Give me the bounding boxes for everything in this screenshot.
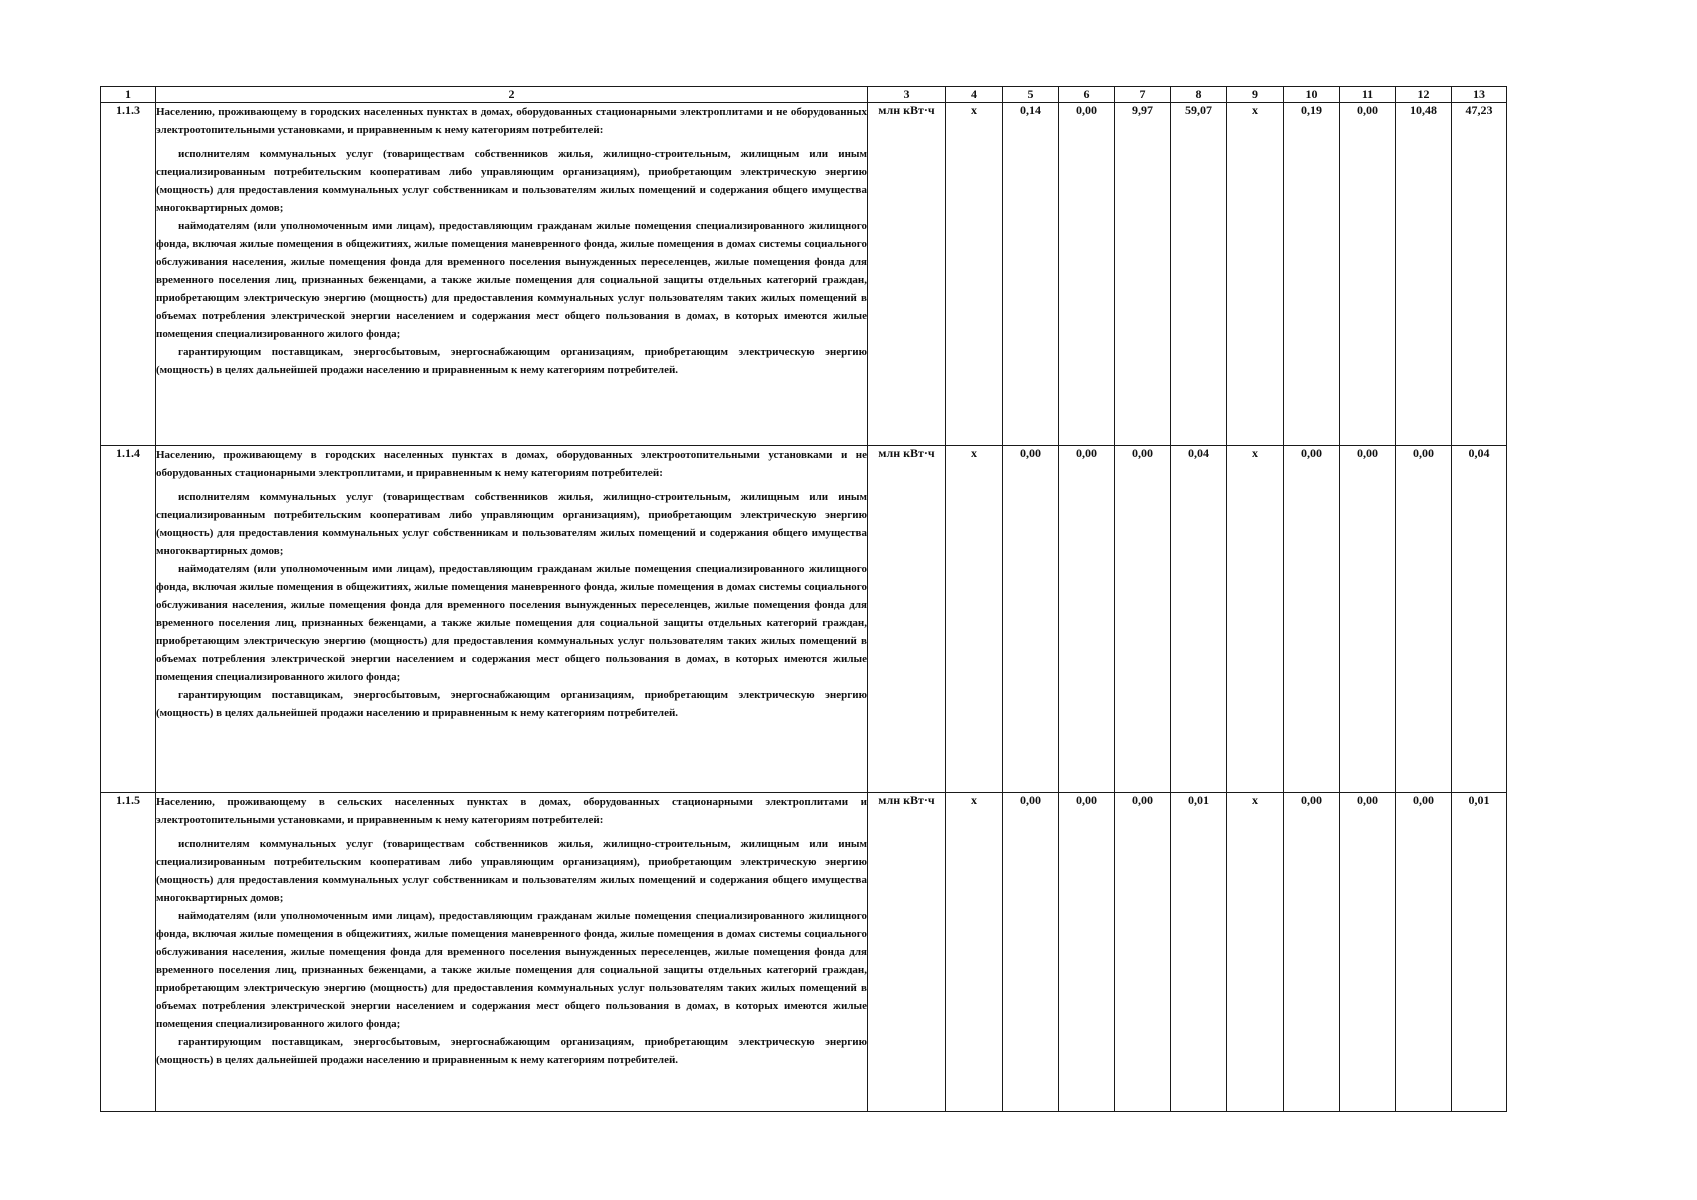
value-cell: 9,97	[1115, 103, 1171, 446]
value-cell: 0,00	[1284, 446, 1340, 793]
column-header: 12	[1396, 87, 1452, 103]
row-number: 1.1.3	[101, 103, 156, 446]
row-description	[156, 446, 868, 793]
table-row	[101, 793, 1507, 1112]
description-paragraph: гарантирующим поставщикам, энергосбытовым, энергоснабжающим организациям, приобретающим электрическую энергию (мощность) в целях дальнейшей продажи населению и приравненным к нему категориям потребителей.	[156, 346, 867, 376]
description-paragraph: гарантирующим поставщикам, энергосбытовым, энергоснабжающим организациям, приобретающим электрическую энергию (мощность) в целях дальнейшей продажи населению и приравненным к нему категориям потребителей.	[156, 1036, 867, 1066]
column-header: 11	[1340, 87, 1396, 103]
column-header: 3	[868, 87, 946, 103]
value-cell: х	[1227, 446, 1284, 793]
description-paragraph: исполнителям коммунальных услуг (товариществам собственников жилья, жилищно-строительным, жилищным или иным специализированным потребительским кооперативам либо управляющим организациям), приобретающим электрическую энергию (мощность) для предоставления коммунальных услуг собственникам и пользователям жилых помещений и содержания общего имущества многоквартирных домов;	[156, 491, 867, 557]
description-intro: Населению, проживающему в городских населенных пунктах в домах, оборудованных электроотопительными установками и не оборудованных стационарными электроплитами, и приравненным к нему категориям потребителей:	[156, 449, 867, 479]
value-cell: 47,23	[1452, 103, 1507, 446]
table-row	[101, 446, 1507, 793]
column-header: 7	[1115, 87, 1171, 103]
column-header: 13	[1452, 87, 1507, 103]
document-sheet	[100, 86, 1507, 1112]
column-header: 5	[1003, 87, 1059, 103]
unit-cell: млн кВт·ч	[868, 793, 946, 1112]
value-cell: 0,00	[1284, 793, 1340, 1112]
description-paragraph: наймодателям (или уполномоченным ими лицам), предоставляющим гражданам жилые помещения специализированного жилищного фонда, включая жилые помещения в общежитиях, жилые помещения маневренного фонда, жилые помещения в домах системы социального обслуживания населения, жилые помещения фонда для временного поселения вынужденных переселенцев, жилые помещения фонда для временного поселения лиц, признанных беженцами, а также жилые помещения для социальной защиты отдельных категорий граждан, приобретающим электрическую энергию (мощность) для предоставления коммунальных услуг пользователям таких жилых помещений в объемах потребления электрической энергии населением и содержания мест общего пользования в домах, в которых имеются жилые помещения специализированного жилого фонда;	[156, 563, 867, 683]
description-intro: Населению, проживающему в сельских населенных пунктах в домах, оборудованных стационарными электроплитами и электроотопительными установками, и приравненным к нему категориям потребителей:	[156, 796, 867, 826]
column-header: 1	[101, 87, 156, 103]
value-cell: 0,01	[1171, 793, 1227, 1112]
value-cell: 0,01	[1452, 793, 1507, 1112]
tariff-table	[100, 86, 1507, 1112]
row-number: 1.1.5	[101, 793, 156, 1112]
value-cell: х	[946, 446, 1003, 793]
unit-cell: млн кВт·ч	[868, 103, 946, 446]
value-cell: 0,00	[1059, 103, 1115, 446]
value-cell: 0,00	[1396, 446, 1452, 793]
value-cell: 10,48	[1396, 103, 1452, 446]
value-cell: 0,00	[1115, 446, 1171, 793]
row-description	[156, 793, 868, 1112]
description-paragraph: гарантирующим поставщикам, энергосбытовым, энергоснабжающим организациям, приобретающим электрическую энергию (мощность) в целях дальнейшей продажи населению и приравненным к нему категориям потребителей.	[156, 689, 867, 719]
value-cell: 0,00	[1340, 793, 1396, 1112]
value-cell: 59,07	[1171, 103, 1227, 446]
table-row	[101, 103, 1507, 446]
value-cell: 0,00	[1340, 446, 1396, 793]
description-paragraph: наймодателям (или уполномоченным ими лицам), предоставляющим гражданам жилые помещения специализированного жилищного фонда, включая жилые помещения в общежитиях, жилые помещения маневренного фонда, жилые помещения в домах системы социального обслуживания населения, жилые помещения фонда для временного поселения вынужденных переселенцев, жилые помещения фонда для временного поселения лиц, признанных беженцами, а также жилые помещения для социальной защиты отдельных категорий граждан, приобретающим электрическую энергию (мощность) для предоставления коммунальных услуг пользователям таких жилых помещений в объемах потребления электрической энергии населением и содержания мест общего пользования в домах, в которых имеются жилые помещения специализированного жилого фонда;	[156, 220, 867, 340]
value-cell: 0,04	[1452, 446, 1507, 793]
value-cell: 0,00	[1059, 793, 1115, 1112]
value-cell: 0,00	[1003, 446, 1059, 793]
value-cell: 0,00	[1340, 103, 1396, 446]
column-header: 2	[156, 87, 868, 103]
value-cell: х	[1227, 793, 1284, 1112]
value-cell: 0,00	[1059, 446, 1115, 793]
value-cell: х	[946, 793, 1003, 1112]
column-header: 4	[946, 87, 1003, 103]
value-cell: х	[946, 103, 1003, 446]
value-cell: 0,19	[1284, 103, 1340, 446]
row-number: 1.1.4	[101, 446, 156, 793]
column-header: 6	[1059, 87, 1115, 103]
unit-cell: млн кВт·ч	[868, 446, 946, 793]
column-header: 10	[1284, 87, 1340, 103]
description-paragraph: наймодателям (или уполномоченным ими лицам), предоставляющим гражданам жилые помещения специализированного жилищного фонда, включая жилые помещения в общежитиях, жилые помещения маневренного фонда, жилые помещения в домах системы социального обслуживания населения, жилые помещения фонда для временного поселения вынужденных переселенцев, жилые помещения фонда для временного поселения лиц, признанных беженцами, а также жилые помещения для социальной защиты отдельных категорий граждан, приобретающим электрическую энергию (мощность) для предоставления коммунальных услуг пользователям таких жилых помещений в объемах потребления электрической энергии населением и содержания мест общего пользования в домах, в которых имеются жилые помещения специализированного жилого фонда;	[156, 910, 867, 1030]
description-paragraph: исполнителям коммунальных услуг (товариществам собственников жилья, жилищно-строительным, жилищным или иным специализированным потребительским кооперативам либо управляющим организациям), приобретающим электрическую энергию (мощность) для предоставления коммунальных услуг собственникам и пользователям жилых помещений и содержания общего имущества многоквартирных домов;	[156, 838, 867, 904]
row-description	[156, 103, 868, 446]
description-intro: Населению, проживающему в городских населенных пунктах в домах, оборудованных стационарными электроплитами и не оборудованных электроотопительными установками, и приравненным к нему категориям потребителей:	[156, 106, 867, 136]
header-row	[101, 87, 1507, 103]
value-cell: 0,00	[1396, 793, 1452, 1112]
value-cell: х	[1227, 103, 1284, 446]
value-cell: 0,14	[1003, 103, 1059, 446]
value-cell: 0,00	[1003, 793, 1059, 1112]
column-header: 8	[1171, 87, 1227, 103]
column-header: 9	[1227, 87, 1284, 103]
value-cell: 0,04	[1171, 446, 1227, 793]
description-paragraph: исполнителям коммунальных услуг (товариществам собственников жилья, жилищно-строительным, жилищным или иным специализированным потребительским кооперативам либо управляющим организациям), приобретающим электрическую энергию (мощность) для предоставления коммунальных услуг собственникам и пользователям жилых помещений и содержания общего имущества многоквартирных домов;	[156, 148, 867, 214]
value-cell: 0,00	[1115, 793, 1171, 1112]
